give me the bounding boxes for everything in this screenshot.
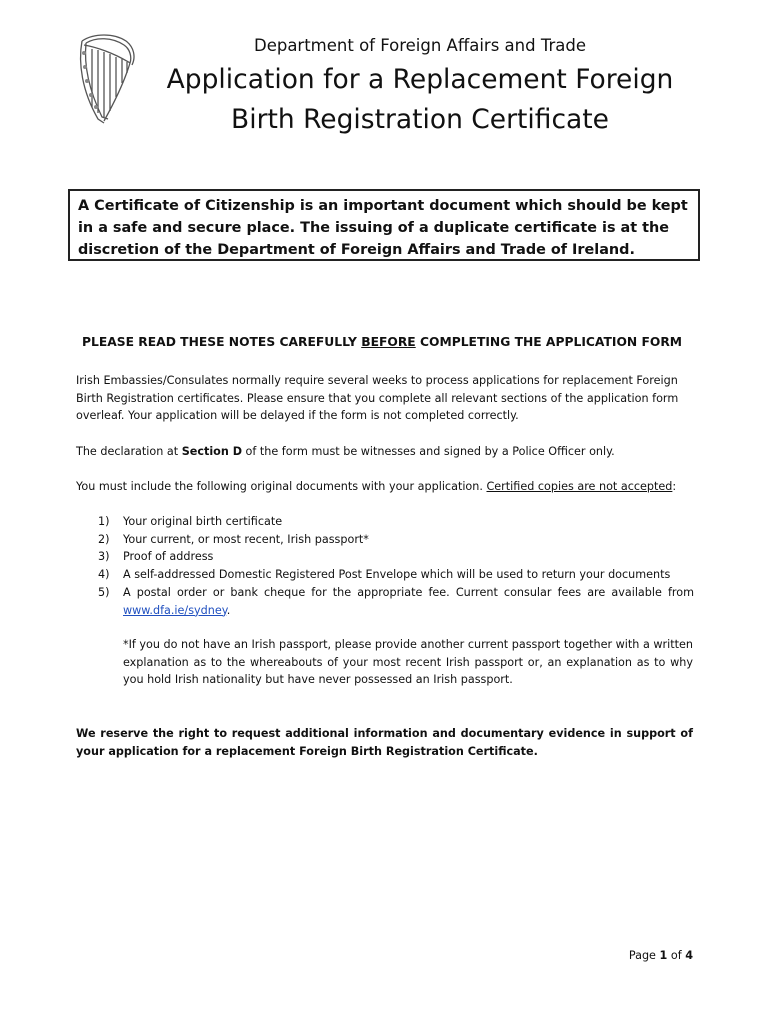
declaration-paragraph: The declaration at Section D of the form must be witnesses and signed by a Police Officer only. [76, 445, 615, 458]
citizenship-notice-box: A Certificate of Citizenship is an important document which should be kept in a safe and secure place. The issuing of a duplicate certificate is at the discretion of the Department of Foreign Affairs and Trade of Ireland. [68, 189, 700, 261]
certified-copies-warning: Certified copies are not accepted [486, 480, 673, 493]
processing-time-paragraph: Irish Embassies/Consulates normally require several weeks to process applications for replacement Foreign Birth Registration certificates. Please ensure that you complete all relevant sections of the application form overleaf. Your application will be delayed if the form is not completed correctly. [76, 374, 679, 423]
section-d-label: Section D [181, 445, 242, 458]
list-item: 5) A postal order or bank cheque for the appropriate fee. Current consular fees are available from www.dfa.ie/sydney. [98, 585, 694, 617]
list-item: 4) A self-addressed Domestic Registered Post Envelope which will be used to return your documents [98, 568, 671, 582]
list-item: 1) Your original birth certificate [98, 515, 283, 528]
list-item: 3) Proof of address [98, 550, 214, 564]
reserve-right-statement: We reserve the right to request additional information and documentary evidence in support of your application for a replacement Foreign Birth Registration Certificate. [76, 727, 693, 758]
page-number: Page 1 of 4 [628, 949, 693, 962]
title-line-2: Birth Registration Certificate [231, 104, 609, 135]
page-title [140, 60, 700, 140]
list-item: 2) Your current, or most recent, Irish passport* [98, 532, 369, 546]
passport-footnote: *If you do not have an Irish passport, please provide another current passport together with a written explanation as to the whereabouts of your most recent Irish passport or, an explanation as to why you hold Irish nationality but have never possessed an Irish passport. [123, 638, 693, 687]
department-name: Department of Foreign Affairs and Trade [253, 36, 586, 55]
documents-intro-paragraph: You must include the following original documents with your application. Certified copies are not accepted: [76, 480, 677, 493]
dfa-sydney-link[interactable]: www.dfa.ie/sydney [123, 603, 227, 617]
title-line-1: Application for a Replacement Foreign [166, 64, 674, 95]
before-emphasis: BEFORE [361, 335, 416, 349]
required-documents-list [76, 513, 694, 619]
notes-heading: PLEASE READ THESE NOTES CAREFULLY BEFORE COMPLETING THE APPLICATION FORM [82, 335, 683, 349]
harp-emblem-icon [74, 33, 136, 125]
